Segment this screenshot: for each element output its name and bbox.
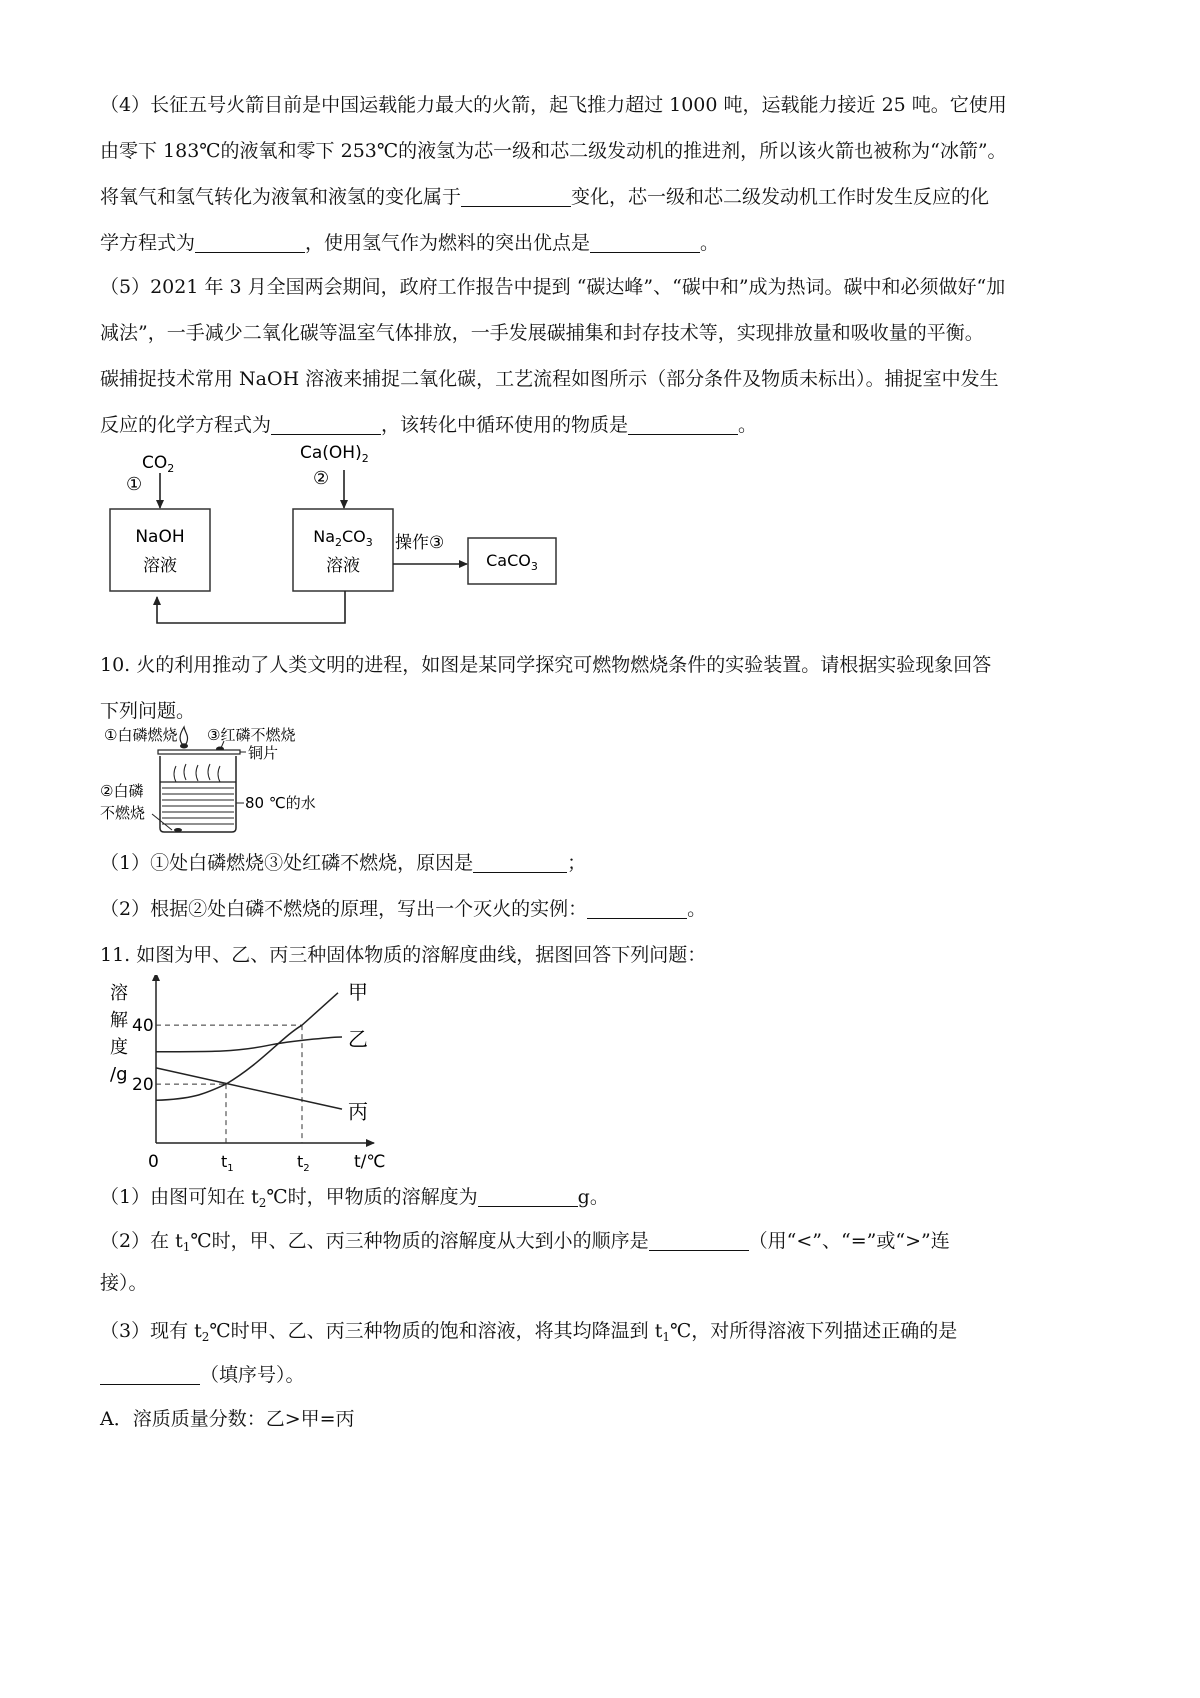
x-tick-label: $t_2$ — [297, 1152, 310, 1174]
x-tick-label: $t_1$ — [221, 1152, 234, 1174]
answer-blank[interactable] — [195, 232, 305, 253]
text: （1）由图可知在 t — [100, 1186, 259, 1208]
combustion-experiment-figure — [100, 718, 350, 843]
text: （用“<”、“=”或“>”连 — [748, 1230, 950, 1252]
recycle-arrow — [157, 591, 345, 623]
q11-option-a[interactable]: A．溶质质量分数：乙>甲=丙 — [100, 1408, 355, 1430]
leader-line — [152, 814, 172, 830]
co2-label: $CO_2$ — [142, 453, 175, 475]
answer-blank[interactable] — [461, 186, 571, 207]
text: （填序号）。 — [200, 1364, 305, 1386]
answer-blank[interactable] — [590, 232, 700, 253]
answer-blank[interactable] — [478, 1186, 578, 1207]
subscript: 2 — [258, 1196, 267, 1210]
answer-blank[interactable] — [100, 1364, 200, 1385]
q9-4-line3 — [100, 184, 1100, 210]
answer-blank[interactable] — [473, 852, 567, 873]
text: g。 — [577, 1186, 609, 1208]
text: 变化，芯一级和芯二级发动机工作时发生反应的化 — [571, 186, 990, 208]
copper-plate — [158, 750, 240, 754]
carbon-capture-flow-diagram — [100, 440, 580, 640]
underwater-phosphorus-label-2: 不燃烧 — [100, 804, 146, 822]
operation3-label: 操作③ — [395, 533, 445, 553]
na2co3-box-line2: 溶液 — [326, 556, 360, 576]
q11-sub2 — [100, 1228, 1100, 1254]
q11-sub3-cont — [100, 1362, 1100, 1388]
text: ℃，对所得溶液下列描述正确的是 — [669, 1320, 958, 1342]
hot-water-label: 80 ℃的水 — [245, 794, 316, 812]
copper-plate-label: 铜片 — [248, 744, 279, 762]
answer-blank[interactable] — [649, 1230, 749, 1251]
underwater-phosphorus-label: ②白磷 — [100, 782, 144, 800]
white-phosphorus-dot — [180, 744, 188, 749]
q10-line2: 下列问题。 — [100, 700, 196, 722]
naoh-box-line1: NaOH — [135, 527, 185, 547]
step2-label: ② — [313, 468, 330, 489]
water-lines — [162, 788, 234, 824]
text: ℃时甲、乙、丙三种物质的饱和溶液，将其均降温到 t — [209, 1320, 663, 1342]
series-jia-label: 甲 — [348, 979, 368, 1004]
y-axis-label: 溶 — [110, 983, 128, 1004]
text: ℃时，甲物质的溶解度为 — [266, 1186, 478, 1208]
q10-sub1 — [100, 850, 1100, 876]
q11-sub2-cont: 接）。 — [100, 1272, 148, 1294]
q9-4-line1: （4）长征五号火箭目前是中国运载能力最大的火箭，起飞推力超过 1000 吨，运载能力接近 25 吨。它使用 — [100, 94, 1007, 116]
text: 。 — [738, 414, 758, 436]
text: （3）现有 t — [100, 1320, 202, 1342]
origin-label: 0 — [148, 1152, 159, 1172]
caco3-label: CaCO$_3$ — [486, 551, 538, 573]
underwater-phosphorus-dot — [174, 828, 182, 832]
solubility-chart — [100, 975, 400, 1185]
text: ； — [567, 852, 587, 874]
x-axis-label: t/℃ — [354, 1152, 386, 1172]
na2co3-box — [293, 509, 393, 591]
text: 学方程式为 — [100, 232, 196, 254]
text: ℃时，甲、乙、丙三种物质的溶解度从大到小的顺序是 — [190, 1230, 649, 1252]
step1-label: ① — [126, 474, 143, 495]
series-bing-label: 丙 — [348, 1099, 368, 1124]
white-phosphorus-burning-label: ①白磷燃烧 — [104, 726, 178, 744]
chart-plot-area — [110, 975, 386, 1174]
text: 。 — [687, 898, 707, 920]
q9-5-line2: 减法”，一手减少二氧化碳等温室气体排放，一手发展碳捕集和封存技术等，实现排放量和吸收量的平衡。 — [100, 322, 984, 344]
naoh-box — [110, 509, 210, 591]
series-yi-label: 乙 — [348, 1026, 368, 1051]
subscript: 1 — [662, 1330, 670, 1344]
q11-sub3 — [100, 1318, 1100, 1344]
answer-blank[interactable] — [271, 414, 381, 435]
series-bing-curve — [156, 1068, 342, 1109]
caoh2-label: $Ca(OH)_2$ — [300, 443, 369, 465]
y-axis-label: /g — [110, 1064, 128, 1085]
subscript: 2 — [201, 1330, 210, 1344]
subscript: 1 — [182, 1240, 191, 1254]
q10-sub2 — [100, 896, 1100, 922]
text: （1）①处白磷燃烧③处红磷不燃烧，原因是 — [100, 852, 474, 874]
q9-4-line4 — [100, 230, 1100, 256]
y-tick-label: 40 — [132, 1016, 154, 1037]
q9-5-line3: 碳捕捉技术常用 NaOH 溶液来捕捉二氧化碳，工艺流程如图所示（部分条件及物质未标出）。捕捉室中发生 — [100, 368, 999, 390]
text: 。 — [700, 232, 720, 254]
series-yi-curve — [156, 1037, 342, 1052]
q9-5-line4 — [100, 412, 1100, 438]
y-axis-label: 解 — [110, 1010, 128, 1031]
naoh-box-line2: 溶液 — [143, 556, 177, 576]
text: ，该转化中循环使用的物质是 — [381, 414, 629, 436]
red-phosphorus-label: ③红磷不燃烧 — [207, 726, 296, 744]
na2co3-box-line1: $Na_2CO_3$ — [313, 527, 373, 549]
steam-lines — [174, 764, 220, 782]
text: ，使用氢气作为燃料的突出优点是 — [305, 232, 591, 254]
text: （2）根据②处白磷不燃烧的原理，写出一个灭火的实例： — [100, 898, 588, 920]
text: 将氧气和氢气转化为液氧和液氢的变化属于 — [100, 186, 462, 208]
answer-blank[interactable] — [587, 898, 687, 919]
q9-4-line2: 由零下 183℃的液氧和零下 253℃的液氢为芯一级和芯二级发动机的推进剂，所以该火箭也被称为“冰箭”。 — [100, 140, 1007, 162]
q11-line1: 11. 如图为甲、乙、丙三种固体物质的溶解度曲线，据图回答下列问题： — [100, 944, 707, 966]
y-tick-label: 20 — [132, 1075, 154, 1096]
q9-5-line1: （5）2021 年 3 月全国两会期间，政府工作报告中提到 “碳达峰”、“碳中和”成为热词。碳中和必须做好“加 — [100, 276, 1006, 298]
text: 反应的化学方程式为 — [100, 414, 272, 436]
text: （2）在 t — [100, 1230, 183, 1252]
flame-icon — [180, 727, 187, 744]
answer-blank[interactable] — [628, 414, 738, 435]
y-axis-label: 度 — [110, 1037, 128, 1058]
q11-sub1 — [100, 1184, 1100, 1210]
q10-line1: 10. 火的利用推动了人类文明的进程，如图是某同学探究可燃物燃烧条件的实验装置。请根据实验现象回答 — [100, 654, 992, 676]
